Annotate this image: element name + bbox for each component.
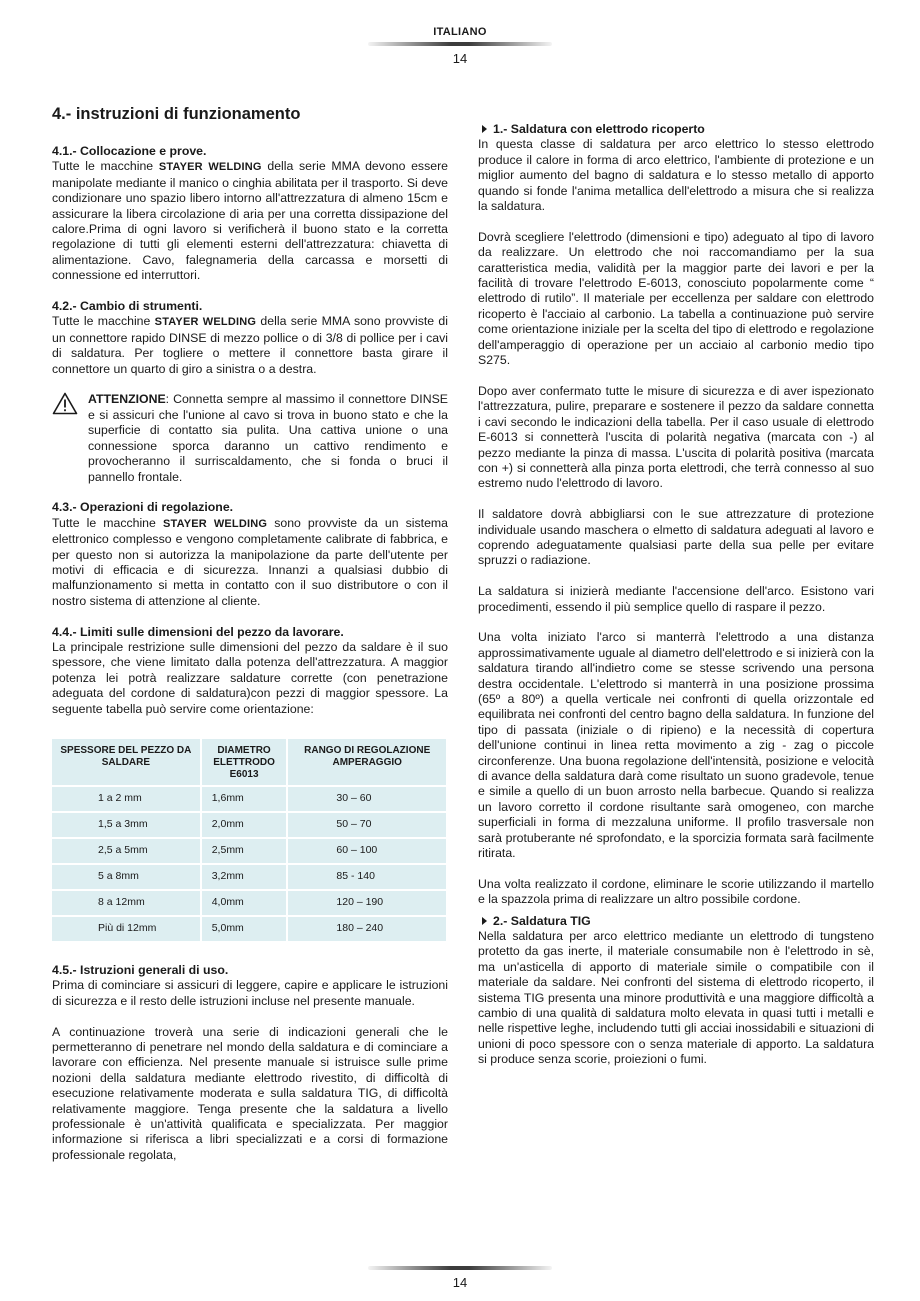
section-4-2-heading: 4.2.- Cambio di strumenti. <box>52 299 203 314</box>
warning-text-continued: Una cattiva unione o una connessione sporca daranno un cattivo rendimento e provocheranno il surriscaldamento, che si fonda o bruci il pannello frontale. <box>88 423 449 484</box>
table-row <box>52 889 446 915</box>
section-4-4-body: La principale restrizione sulle dimensioni del pezzo da saldare è il suo spessore, che viene limitato dalla potenza dell'attrezzatura. A maggior potenza lei potrà realizzare saldature corrette (con penetrazione adeguata del cordone di saldatura)con pezzi di maggior spessore. La seguente tabella può servire come orientazione: <box>52 639 448 716</box>
subsection-1-heading: 1.- Saldatura con elettrodo ricoperto <box>478 122 874 137</box>
left-column <box>52 104 448 1163</box>
brand-name: STAYER WELDING <box>154 316 257 329</box>
subsection-1-paragraph-1: In questa classe di saldatura per arco elettrico lo stesso elettrodo produce il calore in forma di arco elettrico, l'ambiente di protezione e un miglior aumento del bagno di saldatura e lo stesso metallo di apporto quando si fonde l'anima metallica dell'elettrodo a misura che si realizza la saldatura. <box>478 137 874 214</box>
table-cell: 1 a 2 mm <box>52 785 202 811</box>
table-header-diameter: DIAMETRO ELETTRODO E6013 <box>202 739 289 785</box>
section-4-4-heading: 4.4.- Limiti sulle dimensioni del pezzo da lavorare. <box>52 624 344 639</box>
table-cell: 30 – 60 <box>288 785 446 811</box>
subsection-1-paragraph-4: Il saldatore dovrà abbigliarsi con le sue attrezzature di protezione individuale usando maschera o elmetto di saldatura adeguati al lavoro e coprendo adeguatamente qualsiasi parte della sua pelle per evitare spruzzi o radiazione. <box>478 507 874 568</box>
warning-block <box>52 392 448 484</box>
table-cell: 180 – 240 <box>288 915 446 941</box>
section-4-3-heading: 4.3.- Operazioni di regolazione. <box>52 500 234 515</box>
table-cell: 5,0mm <box>202 915 289 941</box>
table-cell: 3,2mm <box>202 863 289 889</box>
table-cell: Più di 12mm <box>52 915 202 941</box>
header-page-number: 14 <box>452 51 468 66</box>
table-header-thickness: SPESSORE DEL PEZZO DA SALDARE <box>52 739 202 785</box>
subsection-1-paragraph-7: Una volta realizzato il cordone, eliminare le scorie utilizzando il martello e la spazzola prima di realizzare un altro possibile cordone. <box>478 876 874 907</box>
section-4-3-body: Tutte le macchine STAYER WELDING sono provviste da un sistema elettronico complesso e vengono completamente calibrate di fabbrica, e per questo non si autorizza la manipolazione da parte dell'utente per motivi di efficacia e di sicurezza. Innanzi a qualsiasi dubbio di malfunzionamento si metta in contatto con il suo distributore o con il nostro sistema di attenzione al cliente. <box>52 515 449 608</box>
table-header-amperage: RANGO DI REGOLAZIONE AMPERAGGIO <box>288 739 446 785</box>
subsection-1-paragraph-3: Dopo aver confermato tutte le misure di sicurezza e di aver ispezionato l'attrezzatura, pulire, preparare e sostenere il pezzo da saldare connetta i cavi secondo le indicazioni della tabella. Per il caso usuale di elettrodo E-6013 si connetterà l'uscita di polarità negativa (marcata con -) al pezzo mediante la pinza di massa. L'uscita di polarità positiva (marcata con +) si connetterà alla pinza porta elettrodi, che terrà connesso al suo estremo nudo l'elettrodo di lavoro. <box>478 383 874 491</box>
table-cell: 2,5mm <box>202 837 289 863</box>
brand-name: STAYER WELDING <box>158 161 262 174</box>
section-4-1-body: Tutte le macchine STAYER WELDING della serie MMA devono essere manipolate mediante il manico o cinghia abilitata per il trasporto. Si deve condizionare uno spazio libero intorno all'attrezzatura di almeno 15cm e assicurare la libera circolazione di aria per una corretta dissipazione del calore.Prima di ogni lavoro si verificherà il buono stato e la corretta regolazione di tutti gli elementi esterni dell'attrezzatura: chiavetta di alimentazione. Cavo, falegnameria della carcassa e morsetti di connessione ed interruttori. <box>52 159 448 283</box>
footer-page-number: 14 <box>452 1275 468 1290</box>
section-4-5-heading: 4.5.- Istruzioni generali di uso. <box>52 962 229 977</box>
table-cell: 50 – 70 <box>288 811 446 837</box>
table-cell: 8 a 12mm <box>52 889 202 915</box>
table-cell: 120 – 190 <box>288 889 446 915</box>
table-cell: 2,0mm <box>202 811 289 837</box>
warning-label: ATTENZIONE <box>88 392 166 407</box>
table-cell: 85 - 140 <box>288 863 446 889</box>
warning-triangle-icon <box>52 392 78 415</box>
footer-divider <box>368 1266 552 1270</box>
table-header-row <box>52 739 446 785</box>
section-4-2-body: Tutte le macchine STAYER WELDING della serie MMA sono provviste di un connettore rapido DINSE di mezzo pollice o di 3/8 di pollice per i cavi di saldatura. Per togliere o mettere il connettore basta girare il connettore un quarto di giro a sinistra o a destra. <box>52 314 448 376</box>
table-cell: 1,6mm <box>202 785 289 811</box>
subsection-1-paragraph-5: La saldatura si inizierà mediante l'accensione dell'arco. Esistono vari procedimenti, essendo il più semplice quello di raspare il pezzo. <box>478 584 874 614</box>
subsection-2-paragraph-1: Nella saldatura per arco elettrico mediante un elettrodo di tungsteno protetto da gas inerte, il materiale consumabile non è l'elettrodo in sè, ma un'asticella di apporto di materiale simile o compatibile con il materiale da saldare. Nei confronti del sistema di elettrodo ricoperto, il sistema TIG presenta una minore produttività e una maggiore difficoltà a cambio di una qualità di saldatura molto elevata in quasi tutti i metalli e nelle rispettive leghe, includendo tutti gli acciai inossidabili e situazioni di unioni di poco spessore con o senza materiale di apporto. La saldatura si produce senza scorie, proiezioni o fumi. <box>478 929 874 1067</box>
table-row <box>52 811 446 837</box>
table-row <box>52 837 446 863</box>
table-cell: 60 – 100 <box>288 837 446 863</box>
electrode-table <box>52 739 446 941</box>
section-4-5-paragraph-2: A continuazione troverà una serie di indicazioni generali che le permetteranno di penetrare nel mondo della saldatura e di cominciare a lavorare con efficienza. Nel presente manuale si istruisce sulle prime nozioni della saldatura mediante elettrodo rivestito, di difficoltà di esecuzione relativamente moderata e sulla saldatura TIG, di difficoltà relativamente maggiore. Tenga presente che la saldatura a livello professionale è un'attività qualificata e specializzata. Per maggior informazione si riferisca a libri specializzati e a corsi di formazione professionale regolata, <box>52 1024 448 1162</box>
warning-text: : Connetta sempre al massimo il connettore DINSE e si assicuri che l'unione al cavo si trova in buono stato e che la superficie di contatto sia pulita. <box>88 392 448 438</box>
subsection-1-paragraph-2: Dovrà scegliere l'elettrodo (dimensioni e tipo) adeguato al tipo di lavoro da realizzare. Un elettrodo che noi raccomandiamo per la sua caratteristica media, validità per la maggior parte dei lavori e per la facilità di trovare l'elettrodo E-6013, conosciuto popolarmente come “ elettrodo di rutilo”. Il materiale per eccellenza per saldare con elettrodo ricoperto è l'acciaio al carbonio. La tabella a continuazione può servire come orientazione iniziale per la scelta del tipo di elettrodo e regolazione dell'amperaggio di operazione per un acciaio al carbonio medio tipo S275. <box>478 229 874 368</box>
table-row <box>52 915 446 941</box>
page-title: 4.- instruzioni di funzionamento <box>52 105 301 123</box>
header-language: ITALIANO <box>433 26 487 38</box>
bullet-arrow-icon <box>482 125 487 133</box>
table-cell: 2,5 a 5mm <box>52 837 202 863</box>
table-row <box>52 785 446 811</box>
subsection-1-paragraph-6: Una volta iniziato l'arco si manterrà l'elettrodo a una distanza approssimativamente uguale al diametro dell'elettrodo e si inizierà con la saldatura tirando all'indietro come se stesse scrivendo una persona destra occidentale. L'elettrodo si manterrà in una posizione prossima (65º a 80º) a quella verticale nei confronti di quella orizzontale ed equilibrata nei confronti del centro bagno della saldatura. In funzione del tipo di passata (iniziale o di ripieno) e la necessità di copertura dell'unione continui in linea retta movimento a zig - zag o piccole circonferenze. Una buona regolazione dell'intensità, posizione e velocità di avance della saldatura darà come risultato un suono gradevole, tenue e simile a quello di un buon arrosto nella barbecue. Quando si realizza un lavoro corretto il cordone risultante sarà omogeneo, con marche superficiali in forma di mezzaluna uniforme. Il profilo trasversale non sarà protuberante né sprofondato, e la sporcizia formata sarà facilmente ritirata. <box>478 630 874 861</box>
table-cell: 4,0mm <box>202 889 289 915</box>
bullet-arrow-icon <box>482 917 487 925</box>
section-4-5-paragraph-1: Prima di cominciare si assicuri di leggere, capire e applicare le istruzioni di sicurezza e il resto delle istruzioni incluse nel presente manuale. <box>52 978 448 1008</box>
header-divider <box>368 42 552 46</box>
table-row <box>52 863 446 889</box>
section-4-1-heading: 4.1.- Collocazione e prove. <box>52 144 207 158</box>
table-cell: 5 a 8mm <box>52 863 202 889</box>
brand-name: STAYER WELDING <box>162 517 268 530</box>
subsection-2-heading: 2.- Saldatura TIG <box>478 914 874 929</box>
table-cell: 1,5 a 3mm <box>52 811 202 837</box>
right-column <box>478 122 874 1068</box>
